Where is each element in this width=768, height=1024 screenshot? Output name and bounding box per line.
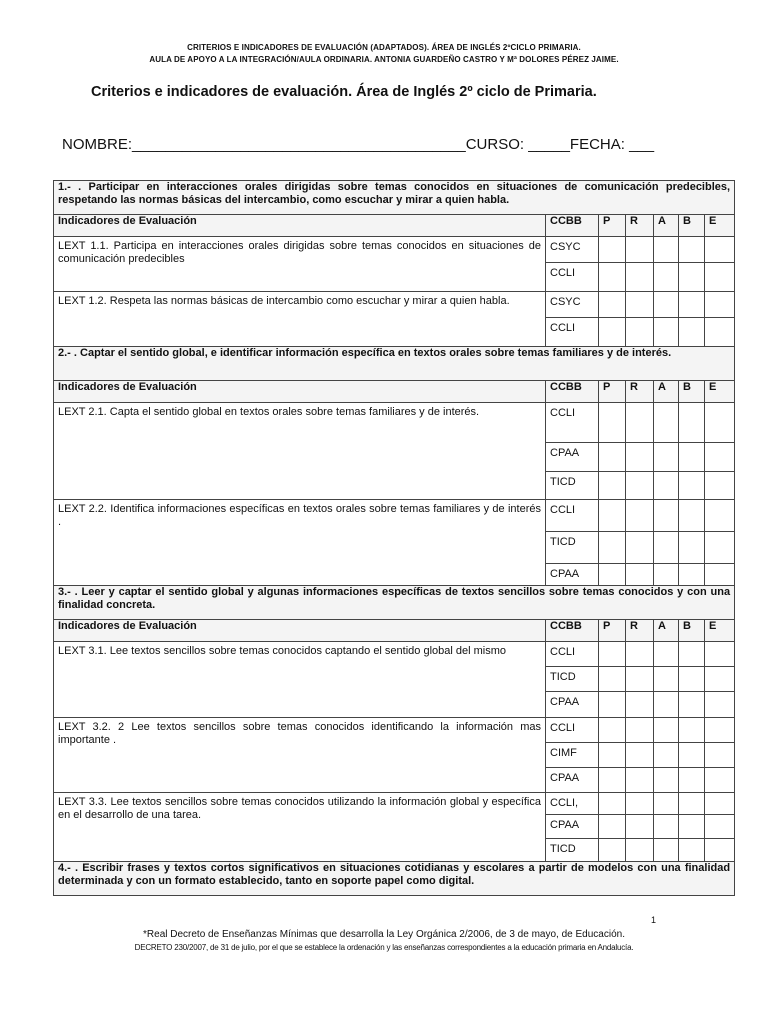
grade-cell[interactable] xyxy=(705,263,735,292)
column-header: P xyxy=(599,620,626,642)
indicator-text: LEXT 1.1. Participa en interacciones orales dirigidas sobre temas conocidos en situaciones de comunicación predecibles xyxy=(54,237,546,292)
indicator-row xyxy=(54,793,735,815)
ccbb-code: CPAA xyxy=(546,768,599,793)
grade-cell[interactable] xyxy=(626,815,654,839)
grade-cell[interactable] xyxy=(679,532,705,564)
criterion-text: 4.- . Escribir frases y textos cortos significativos en situaciones cotidianas y escolares a partir de modelos con una finalidad determinada y con un formato establecido, tanto en soporte papel como digital. xyxy=(54,862,735,896)
grade-cell[interactable] xyxy=(599,237,626,263)
grade-cell[interactable] xyxy=(679,403,705,443)
grade-cell[interactable] xyxy=(654,743,679,768)
grade-cell[interactable] xyxy=(654,815,679,839)
footer-note-2: DECRETO 230/2007, de 31 de julio, por el que se establece la ordenación y las enseñanzas correspondientes a la educación primaria en Andalucía. xyxy=(134,943,634,952)
grade-cell[interactable] xyxy=(599,692,626,718)
criterion-text: 2.- . Captar el sentido global, e identificar información específica en textos orales sobre temas familiares y de interés. xyxy=(54,347,735,381)
column-header-row xyxy=(54,620,735,642)
grade-cell[interactable] xyxy=(679,500,705,532)
column-header: P xyxy=(599,215,626,237)
grade-cell[interactable] xyxy=(705,443,735,472)
ccbb-code: TICD xyxy=(546,667,599,692)
column-header: B xyxy=(679,215,705,237)
footer-note-1: *Real Decreto de Enseñanzas Mínimas que desarrolla la Ley Orgánica 2/2006, de 3 de mayo, de Educación. xyxy=(143,929,625,940)
grade-cell[interactable] xyxy=(705,564,735,586)
grade-cell[interactable] xyxy=(654,500,679,532)
grade-cell[interactable] xyxy=(626,667,654,692)
ccbb-code: CCLI xyxy=(546,642,599,667)
grade-cell[interactable] xyxy=(626,642,654,667)
grade-cell[interactable] xyxy=(599,743,626,768)
grade-cell[interactable] xyxy=(679,839,705,862)
grade-cell[interactable] xyxy=(626,263,654,292)
grade-cell[interactable] xyxy=(705,532,735,564)
grade-cell[interactable] xyxy=(626,500,654,532)
ccbb-code: TICD xyxy=(546,472,599,500)
ccbb-code: CPAA xyxy=(546,815,599,839)
column-header: Indicadores de Evaluación xyxy=(54,620,546,642)
grade-cell[interactable] xyxy=(626,443,654,472)
grade-cell[interactable] xyxy=(705,237,735,263)
criterion-row xyxy=(54,586,735,620)
grade-cell[interactable] xyxy=(626,743,654,768)
grade-cell[interactable] xyxy=(599,443,626,472)
column-header: CCBB xyxy=(546,215,599,237)
indicator-row xyxy=(54,642,735,667)
grade-cell[interactable] xyxy=(599,793,626,815)
grade-cell[interactable] xyxy=(679,815,705,839)
ccbb-code: CCLI xyxy=(546,718,599,743)
grade-cell[interactable] xyxy=(654,237,679,263)
ccbb-code: CCLI xyxy=(546,318,599,347)
criterion-text: 3.- . Leer y captar el sentido global y algunas informaciones específicas de textos sencillos sobre temas conocidos y con una finalidad concreta. xyxy=(54,586,735,620)
column-header: CCBB xyxy=(546,620,599,642)
column-header: E xyxy=(705,215,735,237)
grade-cell[interactable] xyxy=(599,403,626,443)
grade-cell[interactable] xyxy=(599,263,626,292)
grade-cell[interactable] xyxy=(654,793,679,815)
grade-cell[interactable] xyxy=(654,318,679,347)
grade-cell[interactable] xyxy=(599,815,626,839)
ccbb-code: CPAA xyxy=(546,443,599,472)
grade-cell[interactable] xyxy=(654,667,679,692)
grade-cell[interactable] xyxy=(599,718,626,743)
criterion-row xyxy=(54,347,735,381)
grade-cell[interactable] xyxy=(654,564,679,586)
grade-cell[interactable] xyxy=(654,263,679,292)
evaluation-table xyxy=(53,180,735,896)
indicator-text: LEXT 3.3. Lee textos sencillos sobre temas conocidos utilizando la información global y específica en el desarrollo de una tarea. xyxy=(54,793,546,862)
grade-cell[interactable] xyxy=(626,292,654,318)
grade-cell[interactable] xyxy=(626,839,654,862)
grade-cell[interactable] xyxy=(679,642,705,667)
grade-cell[interactable] xyxy=(599,472,626,500)
grade-cell[interactable] xyxy=(705,815,735,839)
grade-cell[interactable] xyxy=(705,667,735,692)
grade-cell[interactable] xyxy=(599,667,626,692)
page-number: 1 xyxy=(651,915,657,925)
column-header: A xyxy=(654,620,679,642)
grade-cell[interactable] xyxy=(626,318,654,347)
criterion-row xyxy=(54,181,735,215)
indicator-text: LEXT 1.2. Respeta las normas básicas de intercambio como escuchar y mirar a quien habla. xyxy=(54,292,546,347)
grade-cell[interactable] xyxy=(654,532,679,564)
grade-cell[interactable] xyxy=(654,642,679,667)
grade-cell[interactable] xyxy=(599,292,626,318)
column-header: R xyxy=(626,620,654,642)
student-name-course-date-line: NOMBRE:________________________________________CURSO: _____FECHA: ___ xyxy=(62,136,655,153)
column-header: CCBB xyxy=(546,381,599,403)
grade-cell[interactable] xyxy=(705,642,735,667)
column-header: E xyxy=(705,381,735,403)
grade-cell[interactable] xyxy=(705,500,735,532)
grade-cell[interactable] xyxy=(626,472,654,500)
grade-cell[interactable] xyxy=(654,403,679,443)
ccbb-code: CCLI xyxy=(546,403,599,443)
grade-cell[interactable] xyxy=(705,743,735,768)
grade-cell[interactable] xyxy=(599,532,626,564)
column-header: B xyxy=(679,381,705,403)
grade-cell[interactable] xyxy=(679,292,705,318)
grade-cell[interactable] xyxy=(626,237,654,263)
column-header: P xyxy=(599,381,626,403)
grade-cell[interactable] xyxy=(654,472,679,500)
grade-cell[interactable] xyxy=(679,472,705,500)
ccbb-code: CSYC xyxy=(546,237,599,263)
ccbb-code: CPAA xyxy=(546,564,599,586)
ccbb-code: CCLI xyxy=(546,500,599,532)
ccbb-code: TICD xyxy=(546,839,599,862)
column-header: R xyxy=(626,215,654,237)
grade-cell[interactable] xyxy=(626,692,654,718)
grade-cell[interactable] xyxy=(654,839,679,862)
grade-cell[interactable] xyxy=(599,839,626,862)
grade-cell[interactable] xyxy=(626,564,654,586)
indicator-row xyxy=(54,500,735,532)
grade-cell[interactable] xyxy=(626,718,654,743)
ccbb-code: CIMF xyxy=(546,743,599,768)
grade-cell[interactable] xyxy=(705,692,735,718)
page-title: Criterios e indicadores de evaluación. Área de Inglés 2º ciclo de Primaria. xyxy=(91,84,597,100)
indicator-text: LEXT 2.2. Identifica informaciones específicas en textos orales sobre temas familiares y de interés . xyxy=(54,500,546,586)
grade-cell[interactable] xyxy=(654,692,679,718)
ccbb-code: CPAA xyxy=(546,692,599,718)
grade-cell[interactable] xyxy=(705,793,735,815)
column-header: A xyxy=(654,381,679,403)
grade-cell[interactable] xyxy=(599,564,626,586)
grade-cell[interactable] xyxy=(599,318,626,347)
grade-cell[interactable] xyxy=(705,472,735,500)
indicator-row xyxy=(54,292,735,318)
indicator-row xyxy=(54,237,735,263)
indicator-text: LEXT 3.2. 2 Lee textos sencillos sobre temas conocidos identificando la información mas importante . xyxy=(54,718,546,793)
grade-cell[interactable] xyxy=(679,768,705,793)
grade-cell[interactable] xyxy=(599,642,626,667)
grade-cell[interactable] xyxy=(679,263,705,292)
column-header: A xyxy=(654,215,679,237)
grade-cell[interactable] xyxy=(654,718,679,743)
indicator-row xyxy=(54,403,735,443)
grade-cell[interactable] xyxy=(626,768,654,793)
indicator-text: LEXT 3.1. Lee textos sencillos sobre temas conocidos captando el sentido global del mismo xyxy=(54,642,546,718)
grade-cell[interactable] xyxy=(705,768,735,793)
grade-cell[interactable] xyxy=(705,403,735,443)
column-header: Indicadores de Evaluación xyxy=(54,381,546,403)
grade-cell[interactable] xyxy=(679,718,705,743)
grade-cell[interactable] xyxy=(679,443,705,472)
ccbb-code: CCLI xyxy=(546,263,599,292)
grade-cell[interactable] xyxy=(599,500,626,532)
grade-cell[interactable] xyxy=(679,318,705,347)
grade-cell[interactable] xyxy=(679,667,705,692)
grade-cell[interactable] xyxy=(654,768,679,793)
grade-cell[interactable] xyxy=(626,403,654,443)
indicator-row xyxy=(54,718,735,743)
grade-cell[interactable] xyxy=(599,768,626,793)
grade-cell[interactable] xyxy=(626,532,654,564)
ccbb-code: TICD xyxy=(546,532,599,564)
document-header-line-1: CRITERIOS E INDICADORES DE EVALUACIÓN (ADAPTADOS). ÁREA DE INGLÉS 2ºCICLO PRIMARIA. xyxy=(187,43,581,52)
criterion-row xyxy=(54,862,735,896)
column-header-row xyxy=(54,215,735,237)
criterion-text: 1.- . Participar en interacciones orales dirigidas sobre temas conocidos en situaciones de comunicación predecibles, respetando las normas básicas del intercambio, como escuchar y mirar a quien habla. xyxy=(54,181,735,215)
indicator-text: LEXT 2.1. Capta el sentido global en textos orales sobre temas familiares y de interés. xyxy=(54,403,546,500)
grade-cell[interactable] xyxy=(705,718,735,743)
column-header: R xyxy=(626,381,654,403)
column-header: Indicadores de Evaluación xyxy=(54,215,546,237)
grade-cell[interactable] xyxy=(679,237,705,263)
grade-cell[interactable] xyxy=(679,564,705,586)
grade-cell[interactable] xyxy=(705,839,735,862)
grade-cell[interactable] xyxy=(679,793,705,815)
ccbb-code: CCLI, xyxy=(546,793,599,815)
document-header-line-2: AULA DE APOYO A LA INTEGRACIÓN/AULA ORDINARIA. ANTONIA GUARDEÑO CASTRO Y Mª DOLORES PÉREZ JAIME. xyxy=(149,55,619,64)
ccbb-code: CSYC xyxy=(546,292,599,318)
grade-cell[interactable] xyxy=(679,692,705,718)
grade-cell[interactable] xyxy=(679,743,705,768)
grade-cell[interactable] xyxy=(626,793,654,815)
grade-cell[interactable] xyxy=(705,318,735,347)
grade-cell[interactable] xyxy=(654,292,679,318)
grade-cell[interactable] xyxy=(654,443,679,472)
column-header: E xyxy=(705,620,735,642)
column-header-row xyxy=(54,381,735,403)
grade-cell[interactable] xyxy=(705,292,735,318)
column-header: B xyxy=(679,620,705,642)
